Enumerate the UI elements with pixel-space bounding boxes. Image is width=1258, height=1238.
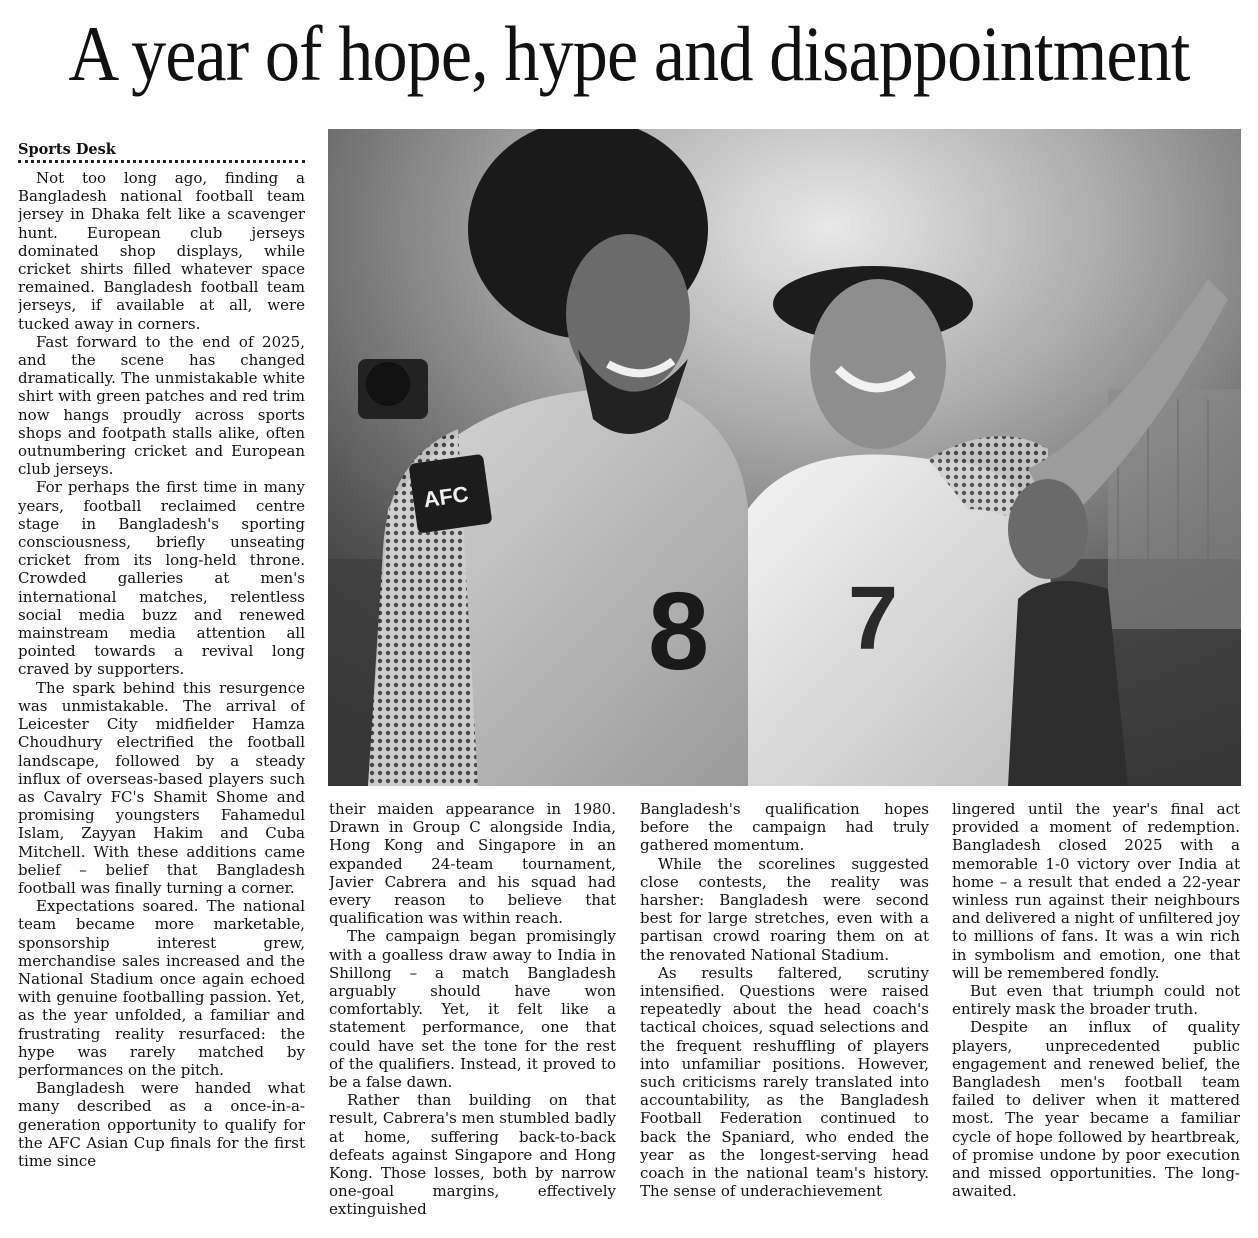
- paragraph: For perhaps the first time in many years, football reclaimed centre stage in Bangladesh's sporting consciousness, briefly unseating cricket from its long-held throne. Crowded galleries at men's international matches, relentless social media buzz and renewed mainstream media attention all pointed towards a revival long craved by supporters.: [18, 478, 305, 679]
- paragraph: While the scorelines suggested close contests, the reality was harsher: Bangladesh were second best for large stretches, even with a partisan crowd roaring them on at the renovated National Stadium.: [640, 854, 929, 964]
- paragraph: As results faltered, scrutiny intensified. Questions were raised repeatedly about the head coach's tactical choices, squad selections and the frequent reshuffling of players into unfamiliar positions. However, such criticisms rarely translated into accountability, as the Bangladesh Football Federation continued to back the Spaniard, who ended the year as the longest-serving head coach in the national team's history. The sense of underachievement: [640, 963, 929, 1201]
- jersey-number-8: 8: [648, 570, 710, 693]
- jersey-number-7: 7: [848, 569, 899, 669]
- byline: Sports Desk: [18, 141, 305, 163]
- headline: A year of hope, hype and disappointment: [68, 10, 1190, 97]
- paragraph: Bangladesh were handed what many described as a once-in-a-generation opportunity to qualify for the AFC Asian Cup finals for the first time since: [18, 1079, 305, 1170]
- paragraph: Expectations soared. The national team became more marketable, sponsorship interest grew, merchandise sales increased and the National Stadium once again echoed with genuine footballing passion. Yet, as the year unfolded, a familiar and frustrating reality resurfaced: the hype was rarely matched by performances on the pitch.: [18, 897, 305, 1079]
- photo-two-footballers-icon: [328, 129, 1241, 786]
- paragraph: Despite an influx of quality players, unprecedented public engagement and renewed belief, the Bangladesh men's football team failed to deliver when it mattered most. The year became a familiar cycle of hope followed by heartbreak, of promise undone by poor execution and missed opportunities. The long-awaited.: [952, 1018, 1240, 1201]
- article-column-3: [640, 800, 929, 1230]
- paragraph: The spark behind this resurgence was unmistakable. The arrival of Leicester City midfielder Hamza Choudhury electrified the football landscape, followed by a steady influx of overseas-based players such as Cavalry FC's Shamit Shome and promising youngsters Fahamedul Islam, Zayyan Hakim and Cuba Mitchell. With these additions came belief – belief that Bangladesh football was finally turning a corner.: [18, 678, 305, 897]
- paragraph: Rather than building on that result, Cabrera's men stumbled badly at home, suffering back-to-back defeats against Singapore and Hong Kong. Those losses, both by narrow one-goal margins, effectively extinguished: [329, 1091, 616, 1219]
- paragraph: Fast forward to the end of 2025, and the scene has changed dramatically. The unmistakable white shirt with green patches and red trim now hangs proudly across sports shops and footpath stalls alike, often outnumbering cricket and European club jerseys.: [18, 332, 305, 479]
- paragraph: But even that triumph could not entirely mask the broader truth.: [952, 982, 1240, 1019]
- paragraph: Bangladesh's qualification hopes before the campaign had truly gathered momentum.: [640, 800, 929, 855]
- paragraph: their maiden appearance in 1980. Drawn in Group C alongside India, Hong Kong and Singapore in an expanded 24-team tournament, Javier Cabrera and his squad had every reason to believe that qualification was within reach.: [329, 800, 616, 928]
- paragraph: The campaign began promisingly with a goalless draw away to India in Shillong – a match Bangladesh arguably should have won comfortably. Yet, it felt like a statement performance, one that could have set the tone for the rest of the qualifiers. Instead, it proved to be a false dawn.: [329, 927, 616, 1092]
- paragraph: Not too long ago, finding a Bangladesh national football team jersey in Dhaka felt like a scavenger hunt. European club jerseys dominated shop displays, while cricket shirts filled whatever space remained. Bangladesh football team jerseys, if available at all, were tucked away in corners.: [18, 169, 305, 333]
- paragraph: lingered until the year's final act provided a moment of redemption. Bangladesh closed 2025 with a memorable 1-0 victory over India at home – a result that ended a 22-year winless run against their neighbours and delivered a night of unfiltered joy to millions of fans. It was a win rich in symbolism and emotion, one that will be remembered fondly.: [952, 800, 1240, 982]
- article-column-1: [18, 169, 305, 1219]
- article-column-2: [329, 800, 616, 1230]
- article-column-4: [952, 800, 1240, 1230]
- afc-patch: AFC: [421, 481, 471, 513]
- feature-photo: [328, 129, 1241, 786]
